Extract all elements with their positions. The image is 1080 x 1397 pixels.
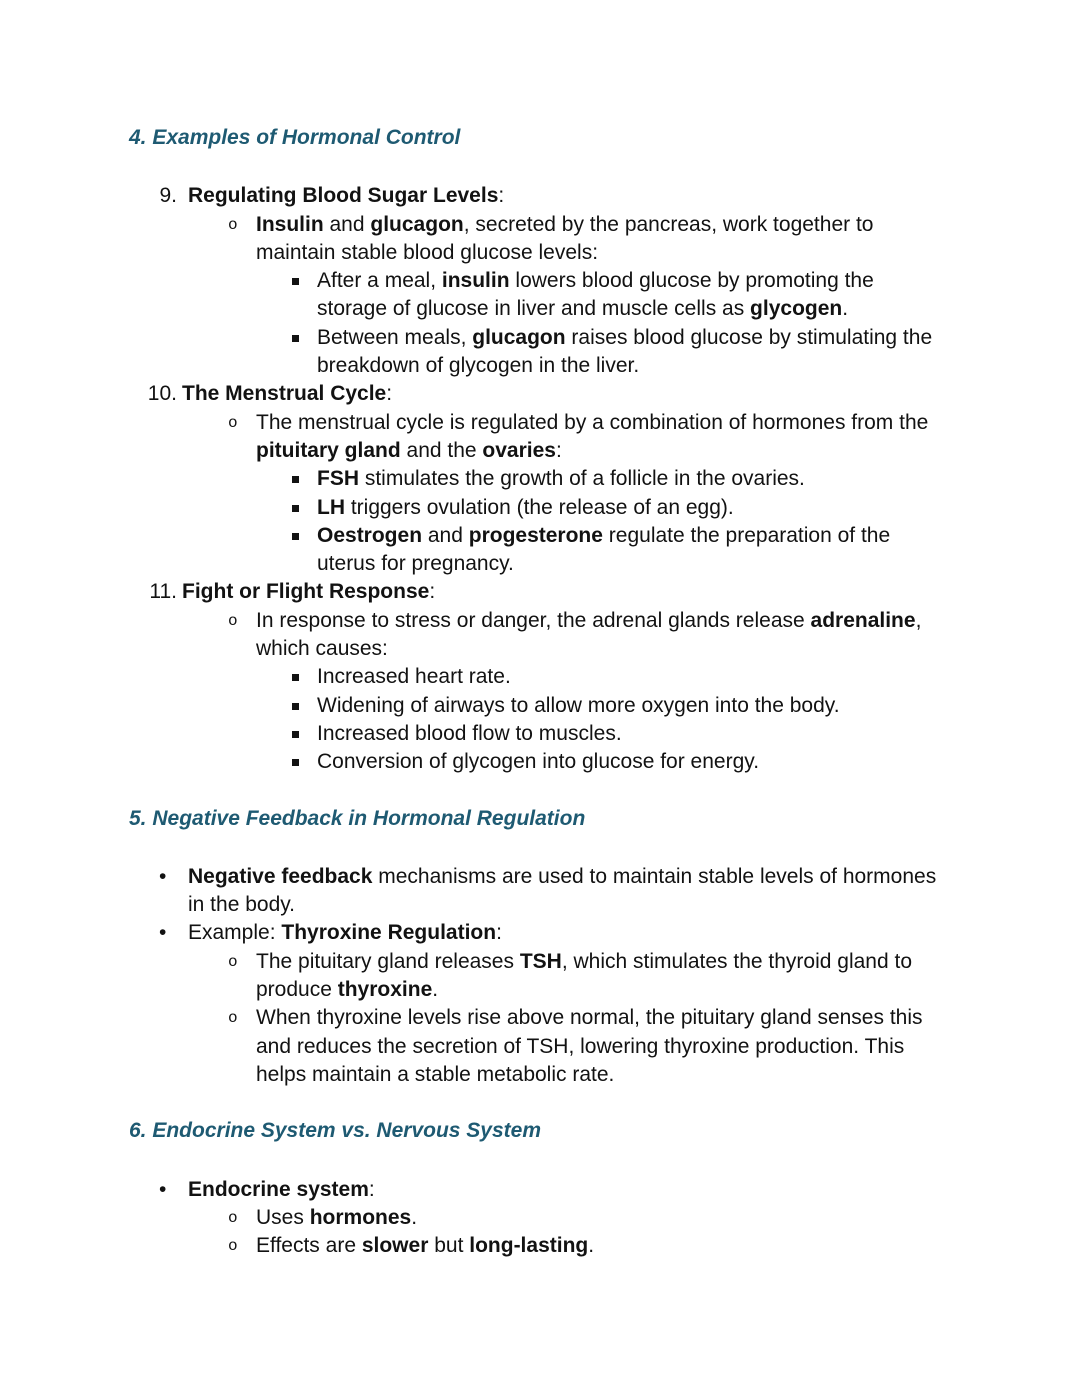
text-run-bold: glucagon [370,212,464,236]
list-item [129,324,960,381]
text-run-bold: Regulating Blood Sugar Levels [188,184,499,208]
list-item [129,522,960,579]
bullet-circle-icon: o [228,1009,238,1028]
text-run: : [386,382,393,406]
bullet-circle-icon: o [228,611,238,630]
text-line [317,352,960,380]
text-run: and [323,212,371,236]
text-run: , [915,608,922,632]
text-line [256,635,960,663]
text-line [256,1204,960,1232]
bullet-square-icon [292,533,299,540]
list-item [129,182,960,210]
text-line [317,267,960,295]
text-run: : [368,1177,375,1201]
text-run: Widening of airways to allow more oxygen into the body. [317,693,840,717]
section-heading: 4. Examples of Hormonal Control [129,126,461,149]
text-run: The menstrual cycle is regulated by a combination of hormones from the [256,410,929,434]
text-line [256,239,960,267]
text-run: triggers ovulation (the release of an egg). [345,495,734,519]
text-run: : [429,580,436,604]
text-line [182,380,960,408]
list-item [129,578,960,606]
text-run: When thyroxine levels rise above normal, the pituitary gland senses this [256,1006,923,1030]
bullet-circle-icon: o [228,413,238,432]
list-item [129,692,960,720]
text-run: raises blood glucose by stimulating the [565,325,933,349]
list-item [129,465,960,493]
text-line [188,863,960,891]
text-run-bold: ovaries [482,438,556,462]
text-run: Example: [188,921,282,945]
text-line [317,663,960,691]
bullet-square-icon [292,476,299,483]
text-run: Uses [256,1205,310,1229]
text-run: and the [400,438,483,462]
bullet-square-icon [292,759,299,766]
bullet-square-icon [292,335,299,342]
text-run: The pituitary gland releases [256,949,520,973]
text-run-bold: LH [317,495,345,519]
bullet-disc-icon: • [159,864,167,888]
text-line [182,578,960,606]
bullet-circle-icon: o [228,1237,238,1256]
section [129,1117,960,1260]
text-line [188,182,960,210]
text-run: storage of glucose in liver and muscle cells as [317,297,751,321]
text-run: Increased blood flow to muscles. [317,721,622,745]
text-line [317,550,960,578]
text-run: uterus for pregnancy. [317,552,514,576]
text-line [188,1176,960,1204]
text-run-bold: Oestrogen [317,523,423,547]
list-item [129,748,960,776]
text-run: : [555,438,562,462]
text-run: After a meal, [317,269,442,293]
list-item [129,1004,960,1089]
text-run: breakdown of glycogen in the liver. [317,354,640,378]
text-line [256,948,960,976]
bullet-square-icon [292,505,299,512]
list-item [129,663,960,691]
text-line [317,494,960,522]
bullet-disc-icon: • [159,921,167,945]
bullet-circle-icon: o [228,952,238,971]
text-run-bold: Negative feedback [188,864,373,888]
bullet-circle-icon: o [228,215,238,234]
text-line [256,1061,960,1089]
text-run: and [422,523,469,547]
text-run-bold: pituitary gland [256,438,401,462]
text-run: Effects are [256,1234,362,1258]
list-item [129,1176,960,1204]
text-run: which causes: [256,637,388,661]
text-run-bold: thyroxine [337,978,433,1002]
bullet-disc-icon: • [159,1177,167,1201]
text-line [317,324,960,352]
list-item [129,863,960,920]
text-line [256,1033,960,1061]
text-run: : [498,184,505,208]
text-run-bold: long-lasting [469,1234,589,1258]
text-line [317,692,960,720]
text-run: In response to stress or danger, the adrenal glands release [256,608,811,632]
text-line [256,409,960,437]
text-run-bold: glucagon [472,325,566,349]
text-line [256,211,960,239]
text-run: , secreted by the pancreas, work together to [463,212,874,236]
list-item [129,720,960,748]
text-run-bold: Fight or Flight Response [182,580,430,604]
text-run-bold: Insulin [256,212,324,236]
section-heading: 5. Negative Feedback in Hormonal Regulation [129,806,586,830]
bullet-square-icon [292,674,299,681]
text-run: Increased heart rate. [317,665,511,689]
list-item [129,607,960,664]
text-run-bold: TSH [519,949,562,973]
text-line [317,465,960,493]
text-line [256,607,960,635]
number-marker: 9. [159,184,177,208]
text-line [317,720,960,748]
text-run: . [588,1234,595,1258]
text-run: mechanisms are used to maintain stable levels of hormones [372,864,937,888]
text-run: : [496,921,502,945]
text-run: produce [256,978,338,1002]
list-item [129,1232,960,1260]
list-item [129,211,960,268]
text-run-bold: adrenaline [810,608,916,632]
text-run-bold: slower [361,1234,429,1258]
text-run: . [842,297,849,321]
section [129,805,960,1090]
text-line [256,437,960,465]
text-run: regulate the preparation of the [602,523,891,547]
text-run: but [428,1234,470,1258]
text-run-bold: Endocrine system [188,1177,369,1201]
text-line [256,1232,960,1260]
text-run-bold: The Menstrual Cycle [182,382,387,406]
list-item [129,948,960,1005]
text-run-bold: glycogen [750,297,843,321]
section [129,124,960,777]
text-run: Between meals, [317,325,473,349]
text-run: and reduces the secretion of TSH, lowering thyroxine production. This [256,1034,905,1058]
list-item [129,1204,960,1232]
text-run: helps maintain a stable metabolic rate. [256,1062,615,1086]
text-run: . [432,978,439,1002]
text-run-bold: Thyroxine Regulation [281,921,497,945]
text-line [317,748,960,776]
text-line [317,295,960,323]
number-marker: 10. [147,382,177,406]
text-run-bold: FSH [317,467,359,491]
section-heading: 6. Endocrine System vs. Nervous System [129,1119,542,1143]
text-run: Conversion of glycogen into glucose for energy. [317,750,760,774]
list-item [129,409,960,466]
document-body [129,124,960,1260]
list-item [129,494,960,522]
bullet-square-icon [292,703,299,710]
list-item [129,267,960,324]
text-line [317,522,960,550]
text-run-bold: progesterone [468,523,603,547]
text-run: stimulates the growth of a follicle in the ovaries. [359,467,805,491]
bullet-square-icon [292,731,299,738]
text-run: in the body. [188,893,296,917]
text-line [256,1004,960,1032]
number-marker: 11. [149,580,177,604]
bullet-square-icon [292,278,299,285]
text-run-bold: insulin [441,269,510,293]
text-line [188,891,960,919]
text-run: , which stimulates the thyroid gland to [561,949,912,973]
list-item [129,919,960,947]
text-run: lowers blood glucose by promoting the [509,269,874,293]
text-line [256,976,960,1004]
text-line [188,919,960,947]
text-run: . [411,1205,418,1229]
text-run: maintain stable blood glucose levels: [256,240,599,264]
list-item [129,380,960,408]
text-run-bold: hormones [309,1205,412,1229]
bullet-circle-icon: o [228,1208,238,1227]
